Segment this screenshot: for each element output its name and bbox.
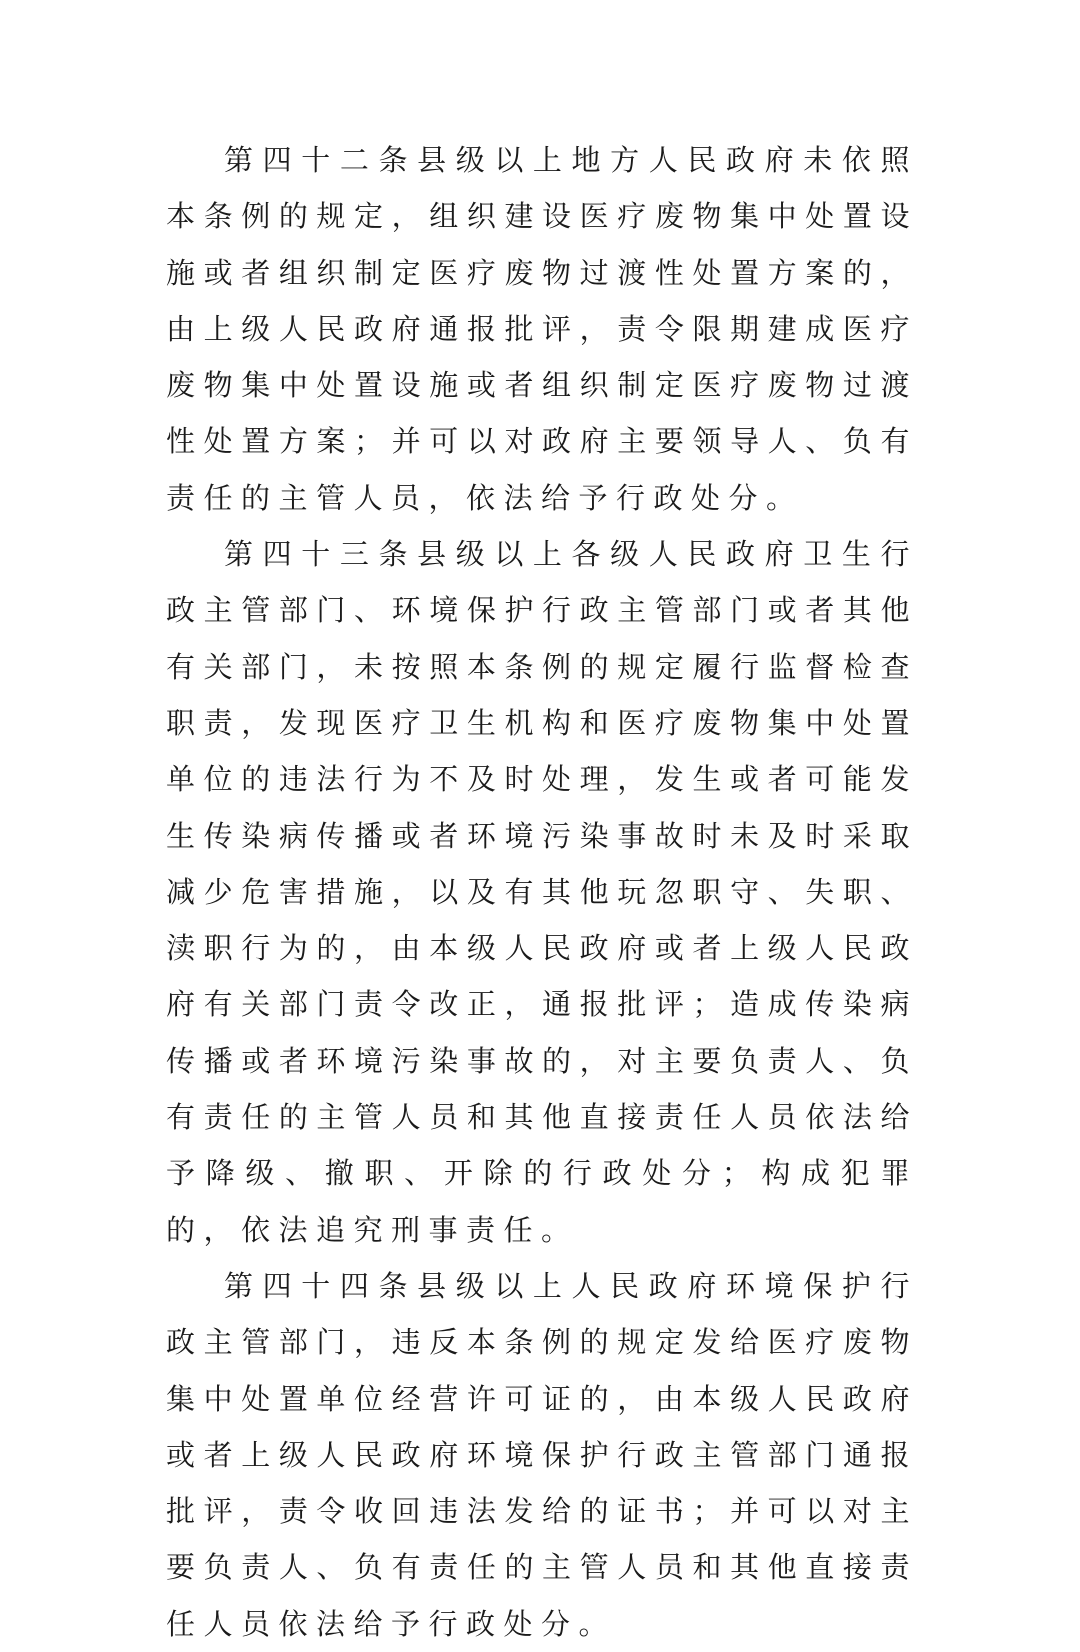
article-44-paragraph: 第四十四条县级以上人民政府环境保护行政主管部门，违反本条例的规定发给医疗废物集中处置单位经营许可证的，由本级人民政府或者上级人民政府环境保护行政主管部门通报批评，责令收回违法发给的证书；并可以对主要负责人、负有责任的主管人员和其他直接责任人员依法给予行政处分。: [166, 1268, 918, 1641]
document-body: [166, 132, 918, 1652]
article-42-paragraph: 第四十二条县级以上地方人民政府未依照本条例的规定，组织建设医疗废物集中处置设施或者组织制定医疗废物过渡性处置方案的，由上级人民政府通报批评，责令限期建成医疗废物集中处置设施或者组织制定医疗废物过渡性处置方案；并可以对政府主要领导人、负有责任的主管人员，依法给予行政处分。: [166, 143, 918, 515]
article-43-paragraph: 第四十三条县级以上各级人民政府卫生行政主管部门、环境保护行政主管部门或者其他有关部门，未按照本条例的规定履行监督检查职责，发现医疗卫生机构和医疗废物集中处置单位的违法行为不及时处理，发生或者可能发生传染病传播或者环境污染事故时未及时采取减少危害措施，以及有其他玩忽职守、失职、渎职行为的，由本级人民政府或者上级人民政府有关部门责令改正，通报批评；造成传染病传播或者环境污染事故的，对主要负责人、负有责任的主管人员和其他直接责任人员依法给予降级、撤职、开除的行政处分；构成犯罪的，依法追究刑事责任。: [166, 537, 918, 1247]
